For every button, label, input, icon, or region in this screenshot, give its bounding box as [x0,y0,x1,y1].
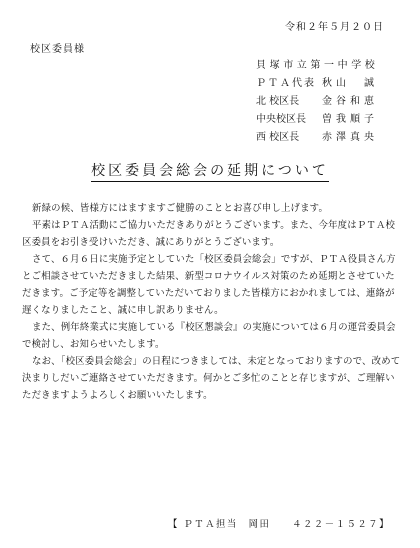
sender-role: 西 校区長 [256,132,300,143]
letter-body [22,200,402,404]
sender-role: 北 校区長 [256,96,300,107]
school-name: 貝塚市立第一中学校 [256,60,379,71]
paragraph-school-meeting: また、例年終業式に実施している『校区懇談会』の実施については６月の運営委員会で検討し、お知らせいたします。 [22,322,396,350]
letter-title: 校区委員会総会の延期について [91,160,329,182]
paragraph-postponement: さて、６月６日に実施予定としていた「校区委員会総会」ですが、ＰＴＡ役員さん方とご相談させていただきました結果、新型コロナウイルス対策のため延期とさせていただきます。ご予定等を調整していただいておりました皆様方におかれましては、連絡が遅くなりましたこと、誠に申し訳ありません。 [22,254,396,316]
paragraph-greeting: 新緑の候、皆様方にはますますご健勝のこととお喜び申し上げます。 [32,203,329,214]
sender-name: 金谷和恵 [322,96,378,107]
sender-central [256,112,408,130]
addressee: 校区委員様 [30,44,85,55]
contact-info: 【 ＰＴＡ担当 岡田 ４２２－１５２７】 [168,519,390,530]
sender-west [256,130,408,148]
title-wrapper [0,160,420,182]
paragraph-closing: なお、「校区委員会総会」の日程につきましては、未定となっておりますので、改めて決まりしだいご連絡させていただきます。何かとご多忙のことと存じますが、ご理解いただきますようよろしくお願いいたします。 [22,356,401,401]
sender-name: 赤澤真央 [322,132,378,143]
pta-role: ＰＴＡ代表 [256,78,316,89]
sender-role: 中央校区長 [256,114,306,125]
letter-date: 令和２年５月２０日 [285,22,384,33]
sender-name: 曽我順子 [322,114,378,125]
pta-representative-line [256,76,408,94]
paragraph-thanks: 平素はＰＴＡ活動にご協力いただきありがとうございます。また、今年度はＰＴＡ校区委員をお引き受けいただき、誠にありがとうございます。 [22,220,396,248]
sender-block [256,58,408,148]
sender-north [256,94,408,112]
pta-name: 秋山 誠 [322,78,378,89]
